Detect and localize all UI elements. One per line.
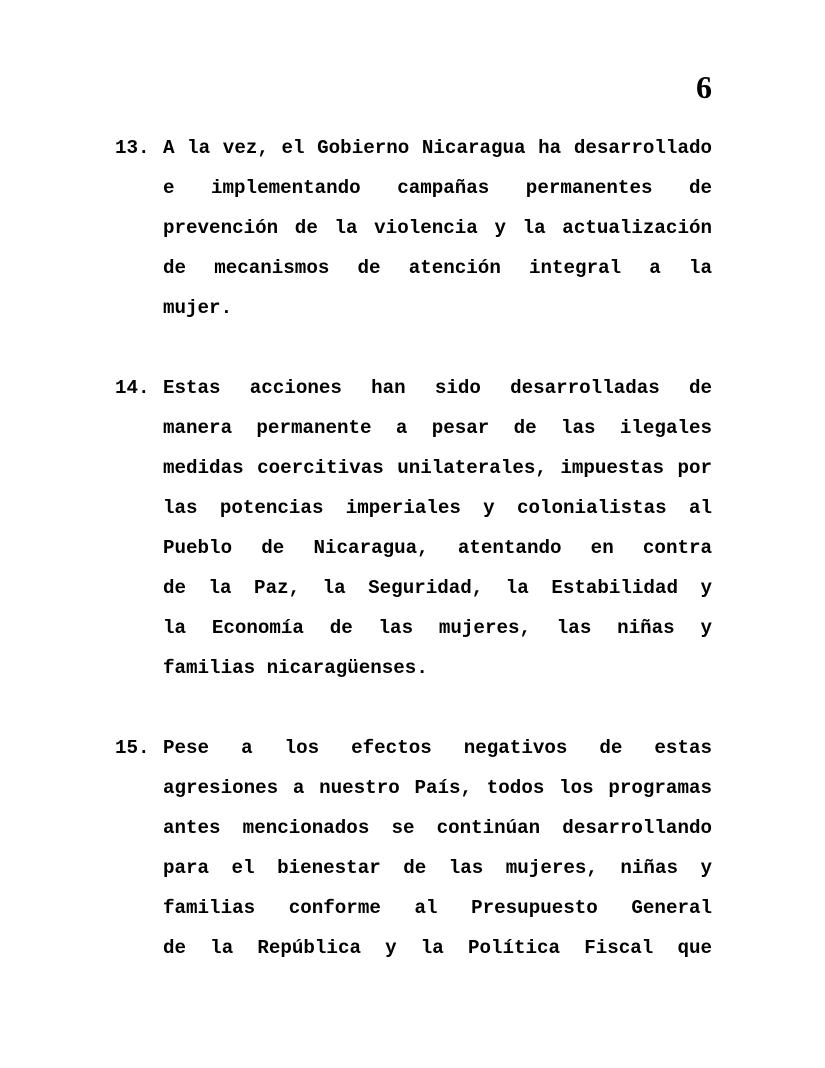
text-line: agresiones a nuestro País, todos los programas: [163, 777, 712, 799]
text-line: prevención de la violencia y la actualización: [163, 217, 712, 239]
text-line: de la República y la Política Fiscal que: [163, 937, 712, 959]
text-line: familias conforme al Presupuesto General: [163, 897, 712, 919]
text-line: Pese a los efectos negativos de estas: [163, 737, 712, 759]
text-line: Pueblo de Nicaragua, atentando en contra: [163, 537, 712, 559]
text-line: manera permanente a pesar de las ilegales: [163, 417, 712, 439]
text-line: A la vez, el Gobierno Nicaragua ha desarrollado: [163, 137, 712, 159]
text-line: para el bienestar de las mujeres, niñas y: [163, 857, 712, 879]
paragraph-body: [163, 128, 712, 328]
paragraph-number: 15.: [115, 737, 150, 759]
numbered-paragraph: [115, 128, 712, 328]
page-number: 6: [696, 69, 712, 105]
paragraph-number: 14.: [115, 377, 150, 399]
text-line: antes mencionados se continúan desarrollando: [163, 817, 712, 839]
text-line: Estas acciones han sido desarrolladas de: [163, 377, 712, 399]
text-line: familias nicaragüenses.: [163, 657, 428, 679]
paragraph-body: [163, 368, 712, 688]
text-line: e implementando campañas permanentes de: [163, 177, 712, 199]
text-line: mujer.: [163, 297, 233, 319]
text-line: de la Paz, la Seguridad, la Estabilidad y: [163, 577, 712, 599]
numbered-paragraph: [115, 728, 712, 968]
text-line: medidas coercitivas unilaterales, impuestas por: [163, 457, 712, 479]
text-line: las potencias imperiales y colonialistas al: [163, 497, 712, 519]
numbered-paragraph: [115, 368, 712, 688]
paragraph-list: [115, 128, 712, 968]
paragraph-number: 13.: [115, 137, 150, 159]
paragraph-body: [163, 728, 712, 968]
text-line: de mecanismos de atención integral a la: [163, 257, 712, 279]
text-line: la Economía de las mujeres, las niñas y: [163, 617, 712, 639]
